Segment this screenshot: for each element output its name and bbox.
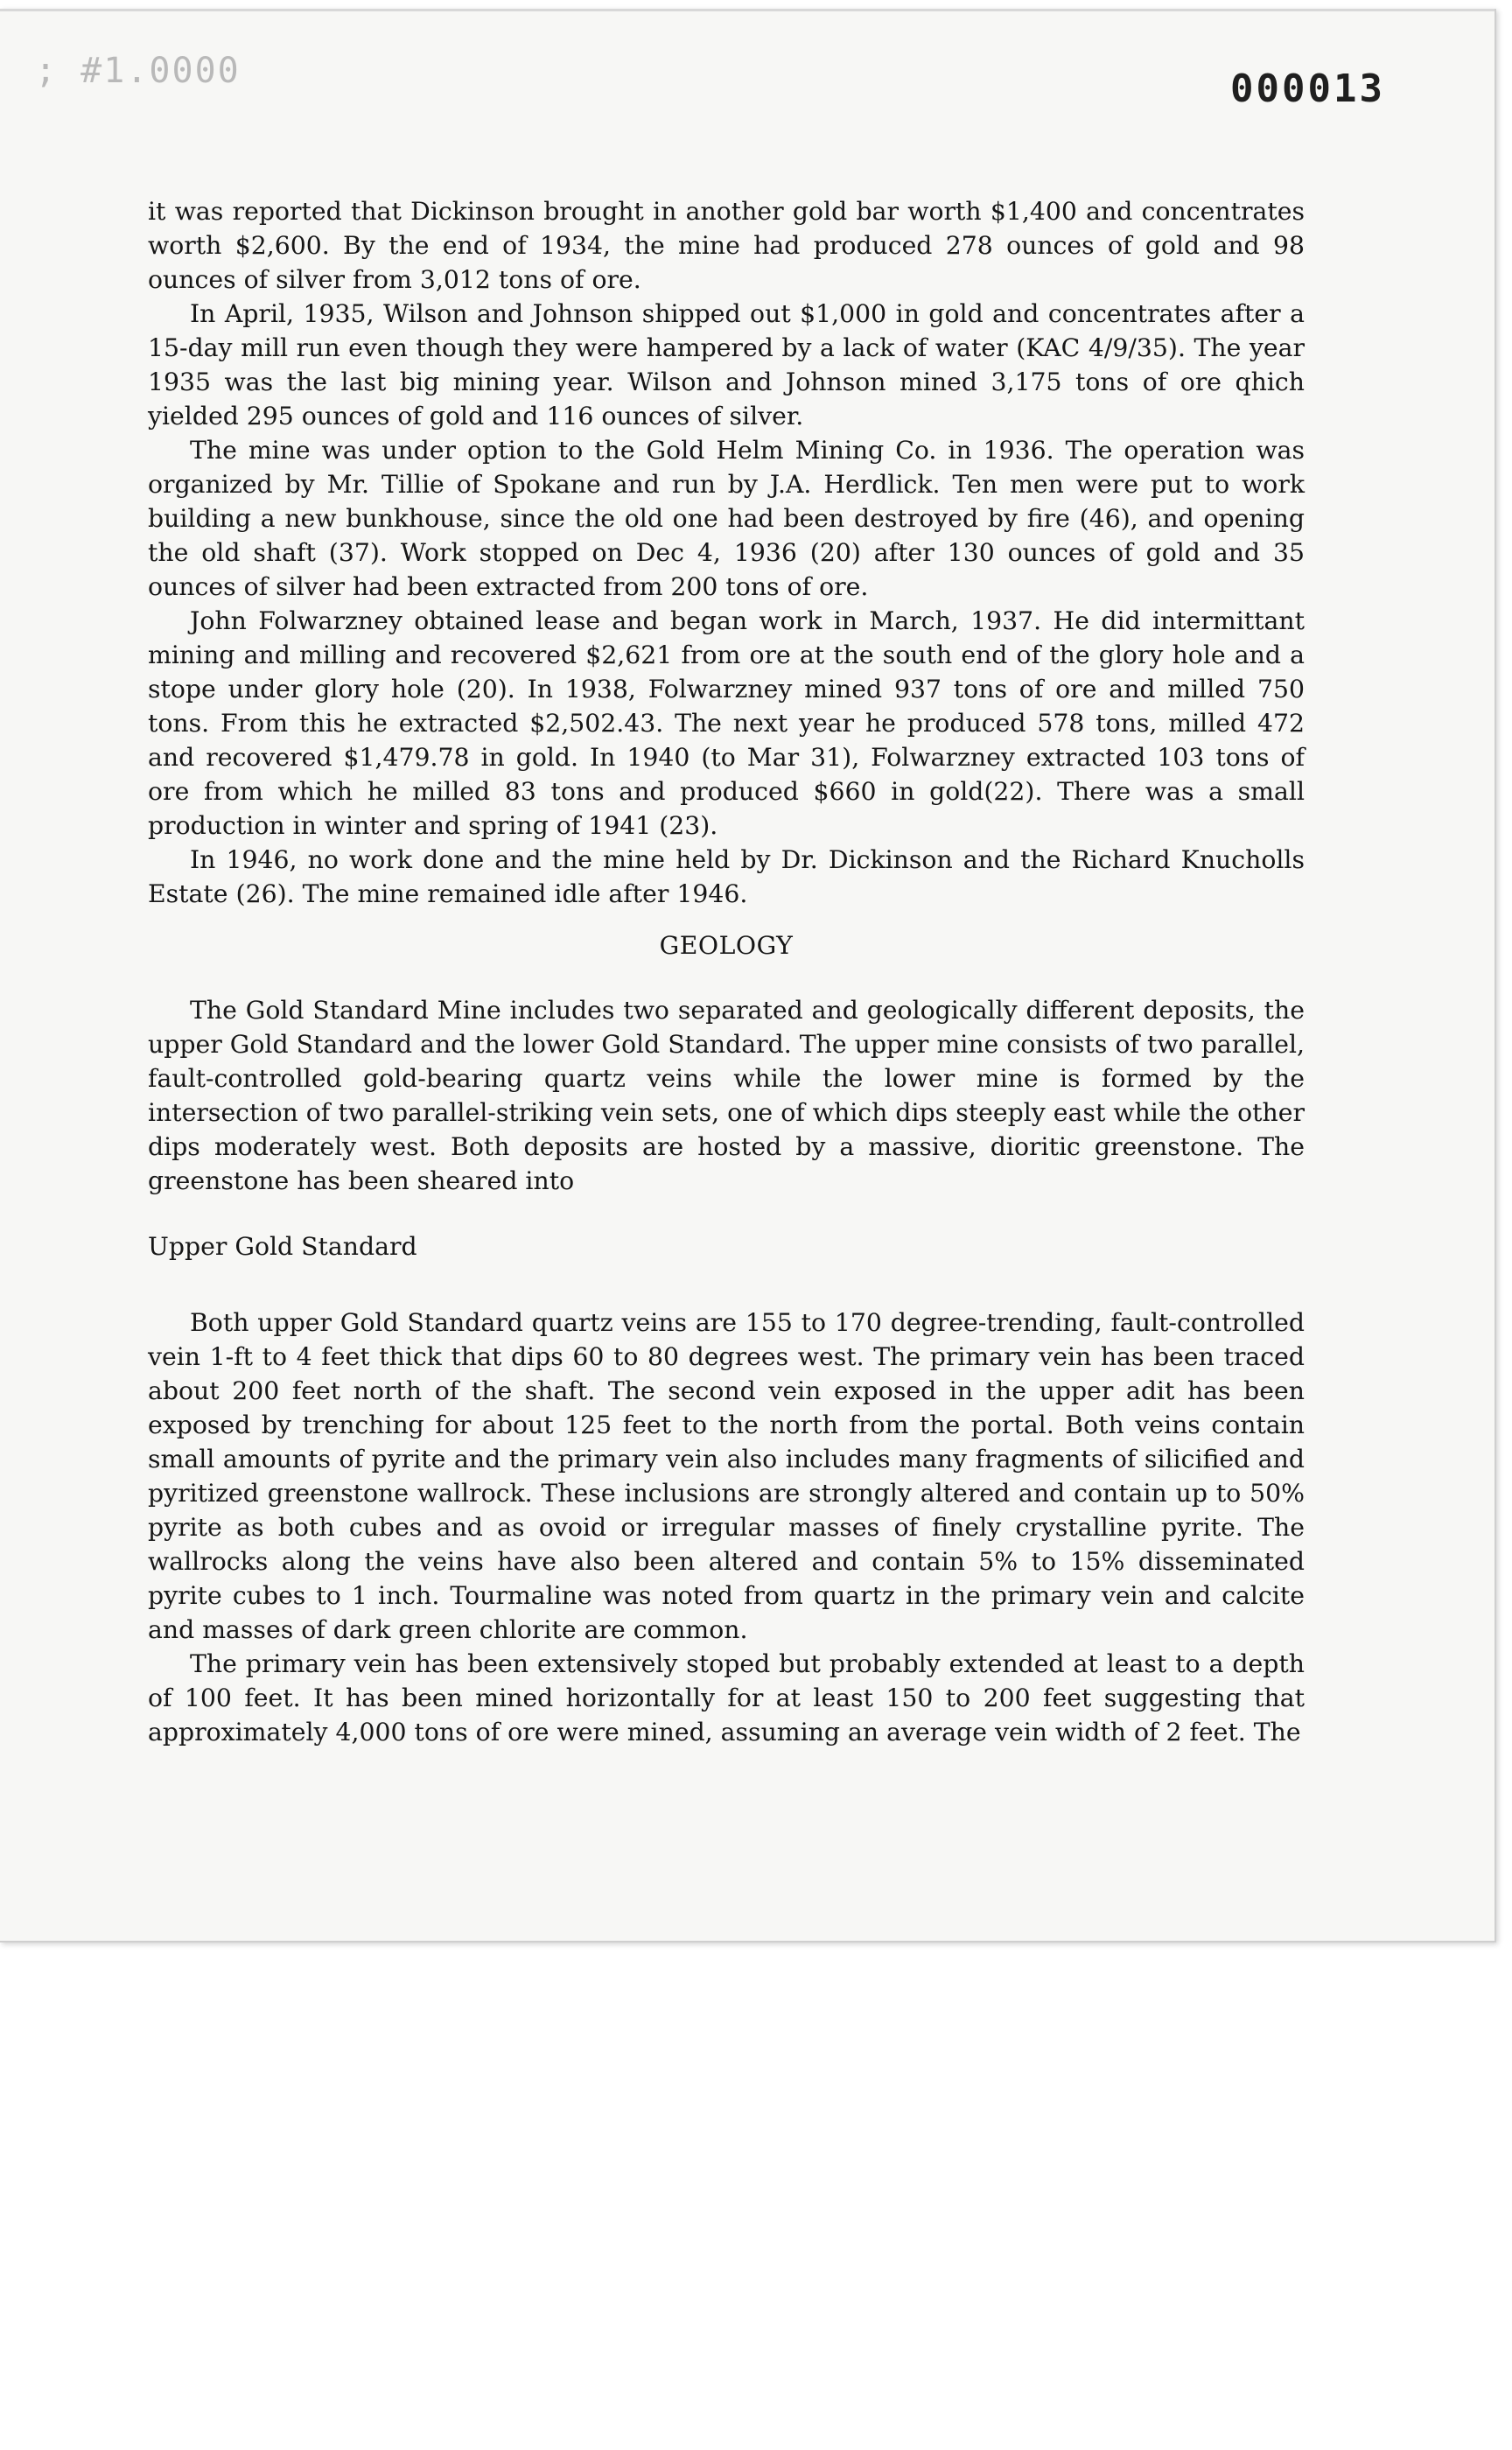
section-heading-geology: GEOLOGY [659,931,794,960]
paragraph-geology: The Gold Standard Mine includes two separated and geologically different deposits, the upper Gold Standard and the lower Gold Standard. The upper mine consists of two parallel, fault-controlled gold-bearing quartz veins while the lower mine is formed by the intersection of two parallel-striking vein sets, one of which dips steeply east while the other dips moderately west. Both deposits are hosted by a massive, dioritic greenstone. The greenstone has been sheared into [148,996,1305,1195]
paragraph-upper-veins: Both upper Gold Standard quartz veins are 155 to 170 degree-trending, fault-controlled vein 1-ft to 4 feet thick that dips 60 to 80 degrees west. The primary vein has been traced about 200 feet north of the shaft. The second vein exposed in the upper adit has been exposed by trenching for about 125 feet to the north from the portal. Both veins contain small amounts of pyrite and the primary vein also includes many fragments of silicified and pyritized greenstone wallrock. These inclusions are strongly altered and contain up to 50% pyrite as both cubes and as ovoid or irregular masses of finely crystalline pyrite. The wallrocks along the veins have also been altered and contain 5% to 15% disseminated pyrite cubes to 1 inch. Tourmaline was noted from quartz in the primary vein and calcite and masses of dark green chlorite are common. [148,1308,1305,1644]
subsection-heading-upper-gold-standard: Upper Gold Standard [148,1232,417,1261]
paragraph-upper-stoped: The primary vein has been extensively stoped but probably extended at least to a depth of 100 feet. It has been mined horizontally for at least 150 to 200 feet suggesting that approximately 4,000 tons of ore were mined, assuming an average vein width of 2 feet. The [148,1649,1305,1746]
paragraph-continuation: it was reported that Dickinson brought in another gold bar worth $1,400 and concentrates worth $2,600. By the end of 1934, the mine had produced 278 ounces of gold and 98 ounces of silver from 3,012 tons of ore. [148,197,1305,294]
scan-top-edge [0,9,1494,11]
paragraph-1937: John Folwarzney obtained lease and began work in March, 1937. He did intermittant mining and milling and recovered $2,621 from ore at the south end of the glory hole and a stope under glory hole (20). In 1938, Folwarzney mined 937 tons of ore and milled 750 tons. From this he extracted $2,502.43. The next year he produced 578 tons, milled 472 and recovered $1,479.78 in gold. In 1940 (to Mar 31), Folwarzney extracted 103 tons of ore from which he milled 83 tons and produced $660 in gold(22). There was a small production in winter and spring of 1941 (23). [148,606,1305,840]
page-number: 000013 [1230,66,1385,111]
paragraph-1946: In 1946, no work done and the mine held by Dr. Dickinson and the Richard Knucholls Estate (26). The mine remained idle after 1946. [148,845,1305,908]
document-body [148,194,1305,1749]
paragraph-1935: In April, 1935, Wilson and Johnson shipped out $1,000 in gold and concentrates after a 15-day mill run even though they were hampered by a lack of water (KAC 4/9/35). The year 1935 was the last big mining year. Wilson and Johnson mined 3,175 tons of ore qhich yielded 295 ounces of gold and 116 ounces of silver. [148,299,1305,430]
paragraph-1936: The mine was under option to the Gold Helm Mining Co. in 1936. The operation was organized by Mr. Tillie of Spokane and run by J.A. Herdlick. Ten men were put to work building a new bunkhouse, since the old one had been destroyed by fire (46), and opening the old shaft (37). Work stopped on Dec 4, 1936 (20) after 130 ounces of gold and 35 ounces of silver had been extracted from 200 tons of ore. [148,436,1305,601]
scanned-page [0,9,1496,1942]
faded-stamp: ; #1.0000 [35,51,241,91]
